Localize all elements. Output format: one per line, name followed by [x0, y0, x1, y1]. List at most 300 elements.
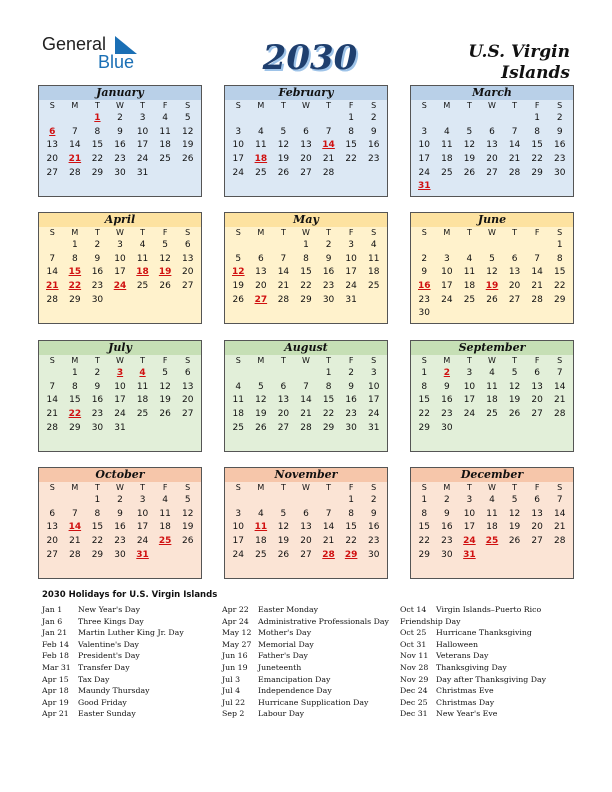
holiday-day: 1 — [94, 113, 101, 123]
month-name: November — [225, 468, 387, 482]
empty-cell — [295, 494, 318, 508]
holiday-name: Valentine's Day — [78, 639, 139, 649]
day: 28 — [553, 409, 566, 420]
day: 24 — [136, 154, 149, 165]
holiday-name: Three Kings Day — [78, 616, 144, 626]
day: 18 — [159, 522, 171, 533]
holiday-name: Christmas Day — [436, 697, 495, 707]
weekday-label: M — [257, 483, 265, 492]
weekday-label: S — [185, 101, 191, 110]
day: 12 — [181, 508, 194, 519]
day: 23 — [114, 536, 126, 547]
holiday-row — [42, 708, 184, 720]
empty-cell — [272, 239, 295, 253]
holiday-date: Apr 19 — [42, 697, 69, 707]
day: 17 — [114, 267, 126, 278]
holiday-row — [42, 616, 184, 628]
day: 29 — [69, 422, 81, 433]
holiday-row — [42, 662, 184, 674]
month-name: September — [411, 341, 573, 355]
day: 15 — [531, 140, 543, 151]
month-grid — [411, 482, 573, 562]
weekday-label: T — [512, 483, 517, 492]
day: 23 — [322, 281, 335, 292]
holiday-date: Oct 31 — [400, 639, 427, 649]
day: 20 — [508, 281, 521, 292]
day: 14 — [46, 267, 58, 278]
weekday-label: T — [326, 483, 331, 492]
day: 26 — [181, 536, 194, 547]
weekday-label: S — [185, 356, 191, 365]
month-june — [410, 212, 574, 324]
day: 13 — [46, 522, 58, 533]
empty-cell — [227, 494, 250, 508]
day: 28 — [553, 536, 566, 547]
empty-cell — [503, 239, 526, 253]
day: 27 — [46, 167, 58, 178]
month-grid — [39, 355, 201, 435]
day: 28 — [69, 549, 81, 560]
weekday-label: S — [371, 101, 377, 110]
day: 13 — [181, 381, 194, 392]
day: 17 — [136, 140, 149, 151]
holiday-row — [400, 639, 546, 651]
day: 25 — [441, 167, 453, 178]
day: 2 — [117, 113, 123, 123]
holiday-date: Apr 22 — [222, 605, 249, 614]
day: 4 — [466, 253, 473, 264]
day: 2 — [556, 113, 563, 123]
day: 17 — [232, 536, 244, 547]
day: 9 — [94, 253, 101, 264]
day: 16 — [441, 522, 453, 533]
empty-cell — [272, 367, 295, 381]
day: 1 — [348, 113, 354, 123]
holiday-date: Nov 29 — [400, 674, 429, 684]
weekday-label: T — [280, 483, 286, 492]
weekday-label: M — [71, 356, 79, 365]
day: 13 — [255, 267, 267, 278]
holiday-date: Oct 14 — [400, 605, 427, 614]
day: 27 — [277, 422, 290, 433]
empty-cell — [250, 367, 273, 381]
day: 22 — [345, 536, 357, 547]
day: 29 — [322, 422, 335, 433]
holiday-column — [400, 604, 546, 720]
holiday-name: Easter Monday — [258, 605, 319, 614]
day: 6 — [184, 240, 191, 250]
day: 21 — [508, 154, 521, 165]
day: 15 — [418, 522, 430, 533]
day: 10 — [114, 381, 126, 392]
day: 27 — [181, 409, 194, 420]
day: 7 — [325, 508, 332, 519]
month-grid — [411, 355, 573, 435]
weekday-label: W — [488, 228, 496, 237]
day: 24 — [232, 549, 244, 560]
holiday-day: 31 — [136, 549, 149, 560]
day: 8 — [303, 253, 309, 264]
day: 1 — [325, 368, 332, 378]
day: 22 — [91, 154, 104, 165]
day: 27 — [46, 549, 58, 560]
day: 10 — [114, 253, 126, 264]
holiday-date: Jun 16 — [222, 651, 248, 661]
empty-cell — [250, 112, 273, 126]
day: 5 — [280, 126, 287, 137]
day: 29 — [531, 167, 543, 178]
empty-cell — [436, 112, 459, 126]
day: 23 — [91, 281, 104, 292]
day: 10 — [136, 126, 149, 137]
holiday-name: Juneteenth — [258, 662, 302, 672]
day: 8 — [71, 253, 78, 264]
day: 22 — [531, 154, 543, 165]
weekday-label: S — [185, 228, 191, 237]
day: 11 — [367, 253, 380, 264]
weekday-label: S — [557, 101, 563, 110]
weekday-label: W — [116, 101, 124, 110]
holiday-day: 14 — [68, 522, 82, 533]
day: 5 — [280, 508, 287, 519]
holiday-row — [222, 627, 389, 639]
empty-cell — [272, 494, 295, 508]
day: 8 — [71, 381, 78, 392]
holiday-name: Day after Thanksgiving Day — [436, 674, 547, 684]
day: 7 — [556, 495, 563, 505]
day: 24 — [463, 409, 476, 420]
holiday-date: Dec 31 — [400, 709, 428, 719]
day: 10 — [232, 140, 244, 151]
day: 21 — [300, 409, 312, 420]
empty-cell — [413, 239, 436, 253]
holiday-row — [400, 650, 546, 662]
holiday-name: Virgin Islands–Puerto Rico — [436, 605, 542, 614]
holiday-date: May 27 — [222, 639, 252, 649]
day: 14 — [531, 267, 543, 278]
day: 25 — [136, 281, 149, 292]
holiday-name: New Year's Eve — [436, 709, 498, 719]
day: 1 — [303, 240, 309, 250]
day: 18 — [232, 409, 244, 420]
holiday-name: Veterans Day — [436, 651, 489, 661]
holiday-day: 25 — [485, 536, 499, 547]
empty-cell — [481, 112, 504, 126]
weekday-label: S — [421, 483, 427, 492]
holiday-day: 25 — [158, 536, 172, 547]
day: 11 — [441, 140, 453, 151]
day: 5 — [162, 240, 168, 250]
logo-text-general: General — [42, 34, 107, 54]
day: 12 — [508, 381, 521, 392]
day: 26 — [159, 409, 171, 420]
day: 21 — [531, 281, 543, 292]
empty-cell — [41, 239, 64, 253]
day: 9 — [370, 508, 377, 519]
holiday-day: 21 — [68, 154, 82, 165]
weekday-label: S — [235, 101, 241, 110]
holiday-column — [42, 604, 184, 720]
day: 5 — [162, 368, 168, 378]
empty-cell — [436, 239, 459, 253]
holiday-date: Apr 21 — [42, 709, 69, 719]
day: 20 — [300, 154, 312, 165]
day: 9 — [117, 508, 123, 519]
day: 30 — [553, 167, 566, 178]
day: 14 — [322, 522, 335, 533]
day: 7 — [511, 126, 518, 137]
month-name: July — [39, 341, 201, 355]
holiday-row — [222, 674, 389, 686]
weekday-label: T — [140, 101, 145, 110]
month-name: April — [39, 213, 201, 227]
day: 21 — [322, 536, 335, 547]
day: 12 — [277, 140, 290, 151]
weekday-label: W — [302, 228, 310, 237]
month-february — [224, 85, 388, 197]
day: 8 — [94, 508, 101, 519]
day: 20 — [531, 522, 543, 533]
day: 8 — [348, 126, 354, 137]
holiday-name: President's Day — [78, 651, 140, 661]
day: 7 — [325, 126, 332, 137]
day: 22 — [91, 536, 104, 547]
day: 6 — [303, 508, 309, 519]
day: 10 — [418, 140, 430, 151]
weekday-label: M — [71, 483, 79, 492]
day: 9 — [94, 381, 101, 392]
day: 23 — [114, 154, 126, 165]
holiday-name: Tax Day — [78, 674, 110, 684]
day: 30 — [367, 549, 380, 560]
month-name: January — [39, 86, 201, 100]
day: 4 — [370, 240, 377, 250]
empty-cell — [250, 239, 273, 253]
holiday-row — [400, 627, 546, 639]
empty-cell — [317, 112, 340, 126]
weekday-label: W — [302, 483, 310, 492]
weekday-label: T — [466, 483, 472, 492]
day: 18 — [159, 140, 171, 151]
holiday-row — [42, 650, 184, 662]
month-name: March — [411, 86, 573, 100]
day: 22 — [300, 281, 312, 292]
weekday-label: M — [443, 356, 451, 365]
day: 12 — [159, 253, 171, 264]
weekday-label: T — [512, 356, 517, 365]
holiday-day: 11 — [254, 522, 268, 533]
holiday-name: Hurricane Thanksgiving — [436, 628, 532, 638]
day: 19 — [508, 395, 521, 406]
day: 31 — [345, 294, 357, 305]
weekday-label: T — [280, 101, 286, 110]
holiday-day: 28 — [322, 549, 335, 560]
holiday-day: 18 — [254, 154, 268, 165]
day: 14 — [508, 140, 521, 151]
day: 4 — [257, 126, 264, 137]
day: 7 — [280, 253, 287, 264]
day: 16 — [322, 267, 335, 278]
day: 21 — [46, 409, 58, 420]
holiday-day: 29 — [344, 549, 358, 560]
holiday-name: Maundy Thursday — [78, 686, 150, 696]
weekday-label: T — [326, 101, 331, 110]
day: 8 — [94, 126, 101, 137]
weekday-label: S — [421, 356, 427, 365]
day: 19 — [277, 536, 290, 547]
weekday-label: T — [94, 101, 100, 110]
holiday-day: 6 — [49, 126, 56, 137]
weekday-label: S — [421, 101, 427, 110]
day: 25 — [255, 549, 267, 560]
weekday-label: F — [534, 356, 540, 365]
day: 27 — [486, 167, 498, 178]
holiday-row — [222, 708, 389, 720]
day: 7 — [534, 253, 540, 264]
day: 4 — [443, 126, 450, 137]
day: 17 — [367, 395, 380, 406]
month-name: May — [225, 213, 387, 227]
holiday-row — [42, 697, 184, 709]
day: 9 — [325, 253, 332, 264]
empty-cell — [503, 112, 526, 126]
day: 2 — [370, 495, 377, 505]
weekday-label: F — [162, 101, 168, 110]
month-july — [38, 340, 202, 452]
day: 20 — [181, 267, 194, 278]
holiday-row — [400, 662, 546, 674]
holiday-name: Good Friday — [78, 697, 127, 707]
day: 31 — [136, 167, 149, 178]
day: 1 — [71, 240, 78, 250]
holiday-date: Dec 25 — [400, 697, 428, 707]
day: 23 — [418, 294, 430, 305]
logo-text-blue: Blue — [98, 52, 135, 72]
holiday-row — [400, 616, 546, 628]
day: 7 — [303, 381, 309, 392]
weekday-label: T — [466, 356, 472, 365]
day: 25 — [159, 154, 171, 165]
day: 29 — [553, 294, 566, 305]
holiday-day: 18 — [136, 267, 149, 278]
day: 12 — [486, 267, 498, 278]
day: 20 — [255, 281, 267, 292]
holiday-name: Friendship Day — [400, 616, 461, 626]
empty-cell — [272, 112, 295, 126]
day: 3 — [466, 368, 473, 378]
month-april — [38, 212, 202, 324]
day: 3 — [235, 508, 242, 519]
holiday-row — [222, 697, 389, 709]
holiday-name: Transfer Day — [78, 662, 130, 672]
day: 24 — [441, 294, 453, 305]
day: 10 — [136, 508, 149, 519]
weekday-label: S — [235, 356, 241, 365]
day: 22 — [418, 536, 430, 547]
day: 16 — [91, 267, 104, 278]
weekday-label: S — [49, 101, 55, 110]
day: 8 — [534, 126, 540, 137]
weekday-label: W — [302, 356, 310, 365]
holiday-name: Emancipation Day — [258, 674, 331, 684]
empty-cell — [41, 112, 64, 126]
month-name: December — [411, 468, 573, 482]
day: 16 — [114, 522, 126, 533]
weekday-label: M — [443, 228, 451, 237]
weekday-label: M — [443, 483, 451, 492]
holiday-date: May 12 — [222, 628, 252, 638]
day: 7 — [49, 253, 56, 264]
holiday-day: 4 — [139, 368, 146, 378]
holiday-name: Hurricane Supplication Day — [258, 697, 369, 707]
day: 28 — [300, 422, 312, 433]
day: 27 — [508, 294, 521, 305]
empty-cell — [295, 367, 318, 381]
weekday-label: M — [71, 101, 79, 110]
day: 23 — [91, 409, 104, 420]
holiday-name: Administrative Professionals Day — [258, 616, 389, 626]
day: 6 — [511, 253, 518, 264]
day: 12 — [255, 395, 267, 406]
day: 21 — [277, 281, 290, 292]
weekday-label: S — [235, 228, 241, 237]
day: 25 — [486, 409, 498, 420]
month-grid — [225, 355, 387, 435]
day: 21 — [553, 395, 566, 406]
day: 17 — [441, 281, 453, 292]
holiday-date: Jan 1 — [42, 605, 63, 614]
weekday-label: F — [534, 228, 540, 237]
day: 23 — [367, 536, 380, 547]
day: 30 — [91, 422, 104, 433]
weekday-label: W — [488, 101, 496, 110]
day: 6 — [280, 381, 287, 392]
day: 22 — [553, 281, 566, 292]
holiday-day: 19 — [158, 267, 172, 278]
month-name: October — [39, 468, 201, 482]
day: 25 — [367, 281, 380, 292]
day: 26 — [232, 294, 244, 305]
day: 30 — [345, 422, 357, 433]
weekday-label: T — [94, 483, 100, 492]
day: 2 — [370, 113, 377, 123]
holiday-row — [222, 604, 389, 616]
day: 9 — [370, 126, 377, 137]
day: 29 — [300, 294, 312, 305]
weekday-label: S — [557, 483, 563, 492]
weekday-label: S — [235, 483, 241, 492]
empty-cell — [64, 112, 87, 126]
day: 10 — [232, 522, 244, 533]
holiday-row — [42, 685, 184, 697]
empty-cell — [41, 367, 64, 381]
holiday-row — [400, 697, 546, 709]
holiday-day: 14 — [322, 140, 335, 151]
day: 13 — [181, 253, 194, 264]
day: 1 — [421, 495, 428, 505]
day: 13 — [531, 508, 543, 519]
day: 31 — [367, 422, 380, 433]
holiday-date: Mar 31 — [42, 662, 71, 672]
day: 2 — [443, 495, 450, 505]
weekday-label: W — [116, 483, 124, 492]
day: 24 — [114, 409, 126, 420]
day: 16 — [367, 140, 380, 151]
holiday-day: 24 — [113, 281, 127, 292]
day: 1 — [94, 495, 101, 505]
day: 21 — [69, 536, 81, 547]
holiday-date: Jun 19 — [222, 662, 248, 672]
